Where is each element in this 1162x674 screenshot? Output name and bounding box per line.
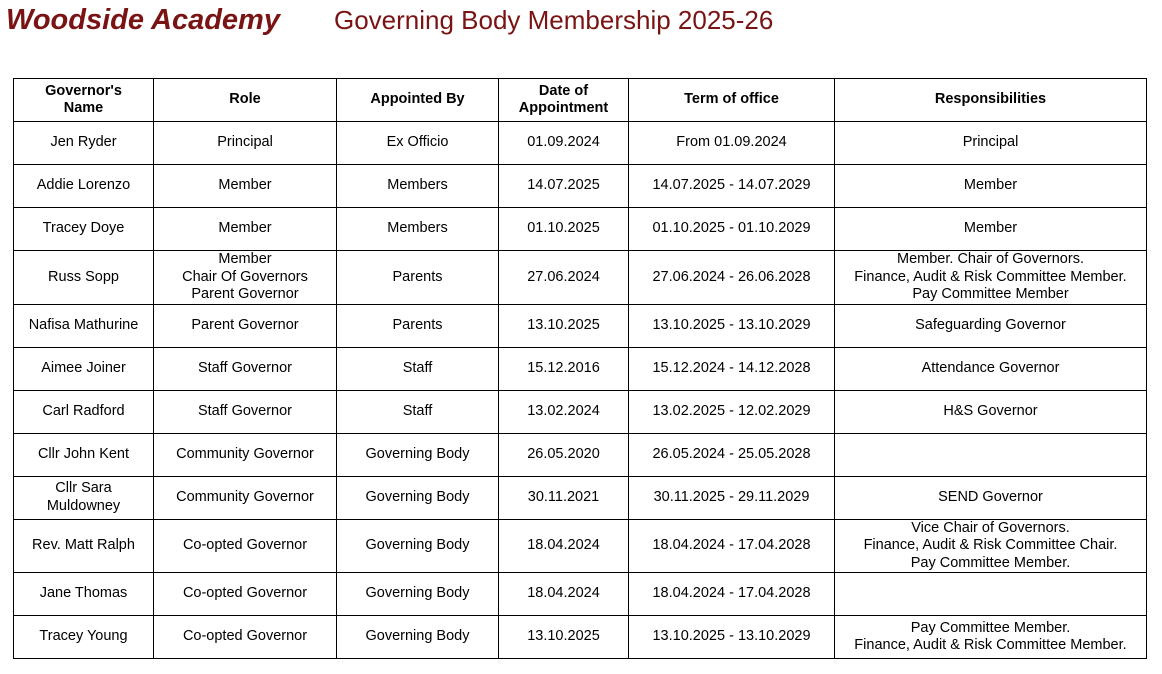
cell-appointment-date: 15.12.2016 bbox=[499, 347, 629, 390]
cell-responsibilities: SEND Governor bbox=[835, 476, 1147, 519]
table-row bbox=[14, 433, 1147, 476]
table-body bbox=[14, 122, 1147, 659]
cell-responsibilities bbox=[835, 573, 1147, 616]
document-header bbox=[6, 4, 773, 40]
cell-term-of-office: 01.10.2025 - 01.10.2029 bbox=[629, 208, 835, 251]
column-header-date bbox=[499, 79, 629, 122]
cell-term-of-office: 30.11.2025 - 29.11.2029 bbox=[629, 476, 835, 519]
table-row bbox=[14, 476, 1147, 519]
cell-governor-name: Jane Thomas bbox=[14, 573, 154, 616]
cell-term-of-office: From 01.09.2024 bbox=[629, 122, 835, 165]
cell-role: Parent Governor bbox=[154, 304, 337, 347]
cell-responsibilities: Member. Chair of Governors. Finance, Audit & Risk Committee Member. Pay Committee Member bbox=[835, 251, 1147, 305]
cell-role: Co-opted Governor bbox=[154, 519, 337, 573]
cell-responsibilities: Member bbox=[835, 208, 1147, 251]
cell-governor-name: Russ Sopp bbox=[14, 251, 154, 305]
cell-appointed-by: Members bbox=[337, 208, 499, 251]
column-header-date-line-1: Date of bbox=[538, 82, 589, 99]
cell-role: Member bbox=[154, 208, 337, 251]
column-header-date-line-2: Appointment bbox=[518, 100, 609, 116]
cell-appointment-date: 14.07.2025 bbox=[499, 165, 629, 208]
cell-appointed-by: Staff bbox=[337, 390, 499, 433]
cell-role: Co-opted Governor bbox=[154, 616, 337, 659]
table-header-row bbox=[14, 79, 1147, 122]
cell-responsibilities: Attendance Governor bbox=[835, 347, 1147, 390]
cell-governor-name: Aimee Joiner bbox=[14, 347, 154, 390]
document-title: Governing Body Membership 2025-26 bbox=[333, 5, 774, 35]
cell-term-of-office: 27.06.2024 - 26.06.2028 bbox=[629, 251, 835, 305]
table-row bbox=[14, 390, 1147, 433]
cell-role: Principal bbox=[154, 122, 337, 165]
governing-body-table bbox=[13, 78, 1147, 659]
cell-appointment-date: 13.10.2025 bbox=[499, 304, 629, 347]
cell-appointment-date: 01.09.2024 bbox=[499, 122, 629, 165]
table-row bbox=[14, 616, 1147, 659]
cell-appointed-by: Governing Body bbox=[337, 476, 499, 519]
cell-responsibilities: Safeguarding Governor bbox=[835, 304, 1147, 347]
table-row bbox=[14, 519, 1147, 573]
cell-responsibilities: H&S Governor bbox=[835, 390, 1147, 433]
cell-appointed-by: Members bbox=[337, 165, 499, 208]
cell-responsibilities bbox=[835, 433, 1147, 476]
cell-appointment-date: 01.10.2025 bbox=[499, 208, 629, 251]
column-header-name-line-2: Name bbox=[63, 100, 104, 116]
cell-governor-name: Jen Ryder bbox=[14, 122, 154, 165]
cell-appointed-by: Governing Body bbox=[337, 519, 499, 573]
column-header-responsibilities: Responsibilities bbox=[835, 79, 1147, 122]
cell-appointed-by: Staff bbox=[337, 347, 499, 390]
cell-term-of-office: 18.04.2024 - 17.04.2028 bbox=[629, 519, 835, 573]
cell-role: Staff Governor bbox=[154, 347, 337, 390]
cell-appointment-date: 13.02.2024 bbox=[499, 390, 629, 433]
cell-role: Member bbox=[154, 165, 337, 208]
cell-governor-name: Cllr John Kent bbox=[14, 433, 154, 476]
cell-appointed-by: Governing Body bbox=[337, 573, 499, 616]
cell-appointment-date: 18.04.2024 bbox=[499, 519, 629, 573]
cell-term-of-office: 13.02.2025 - 12.02.2029 bbox=[629, 390, 835, 433]
cell-governor-name: Addie Lorenzo bbox=[14, 165, 154, 208]
cell-role: Community Governor bbox=[154, 433, 337, 476]
cell-term-of-office: 13.10.2025 - 13.10.2029 bbox=[629, 304, 835, 347]
column-header-term: Term of office bbox=[629, 79, 835, 122]
cell-term-of-office: 13.10.2025 - 13.10.2029 bbox=[629, 616, 835, 659]
cell-appointment-date: 13.10.2025 bbox=[499, 616, 629, 659]
table-row bbox=[14, 122, 1147, 165]
table-row bbox=[14, 165, 1147, 208]
school-name: Woodside Academy bbox=[6, 4, 280, 36]
cell-appointed-by: Parents bbox=[337, 304, 499, 347]
column-header-name bbox=[14, 79, 154, 122]
cell-appointed-by: Ex Officio bbox=[337, 122, 499, 165]
cell-appointment-date: 18.04.2024 bbox=[499, 573, 629, 616]
column-header-appointed-by: Appointed By bbox=[337, 79, 499, 122]
table-row bbox=[14, 208, 1147, 251]
table-row bbox=[14, 347, 1147, 390]
cell-term-of-office: 26.05.2024 - 25.05.2028 bbox=[629, 433, 835, 476]
cell-role: Co-opted Governor bbox=[154, 573, 337, 616]
cell-role: Member Chair Of Governors Parent Governor bbox=[154, 251, 337, 305]
table-row bbox=[14, 251, 1147, 305]
cell-appointment-date: 26.05.2020 bbox=[499, 433, 629, 476]
table-row bbox=[14, 573, 1147, 616]
cell-term-of-office: 15.12.2024 - 14.12.2028 bbox=[629, 347, 835, 390]
cell-appointed-by: Governing Body bbox=[337, 616, 499, 659]
cell-governor-name: Tracey Doye bbox=[14, 208, 154, 251]
cell-governor-name: Carl Radford bbox=[14, 390, 154, 433]
column-header-role: Role bbox=[154, 79, 337, 122]
cell-responsibilities: Member bbox=[835, 165, 1147, 208]
cell-appointment-date: 27.06.2024 bbox=[499, 251, 629, 305]
cell-responsibilities: Pay Committee Member. Finance, Audit & Risk Committee Member. bbox=[835, 616, 1147, 659]
cell-appointed-by: Parents bbox=[337, 251, 499, 305]
table-row bbox=[14, 304, 1147, 347]
cell-term-of-office: 14.07.2025 - 14.07.2029 bbox=[629, 165, 835, 208]
cell-governor-name: Cllr Sara Muldowney bbox=[14, 476, 154, 519]
cell-governor-name: Tracey Young bbox=[14, 616, 154, 659]
cell-governor-name: Nafisa Mathurine bbox=[14, 304, 154, 347]
cell-responsibilities: Principal bbox=[835, 122, 1147, 165]
cell-responsibilities: Vice Chair of Governors. Finance, Audit & Risk Committee Chair. Pay Committee Member. bbox=[835, 519, 1147, 573]
cell-appointed-by: Governing Body bbox=[337, 433, 499, 476]
cell-term-of-office: 18.04.2024 - 17.04.2028 bbox=[629, 573, 835, 616]
cell-appointment-date: 30.11.2021 bbox=[499, 476, 629, 519]
column-header-name-line-1: Governor's bbox=[45, 82, 122, 99]
cell-governor-name: Rev. Matt Ralph bbox=[14, 519, 154, 573]
cell-role: Community Governor bbox=[154, 476, 337, 519]
cell-role: Staff Governor bbox=[154, 390, 337, 433]
